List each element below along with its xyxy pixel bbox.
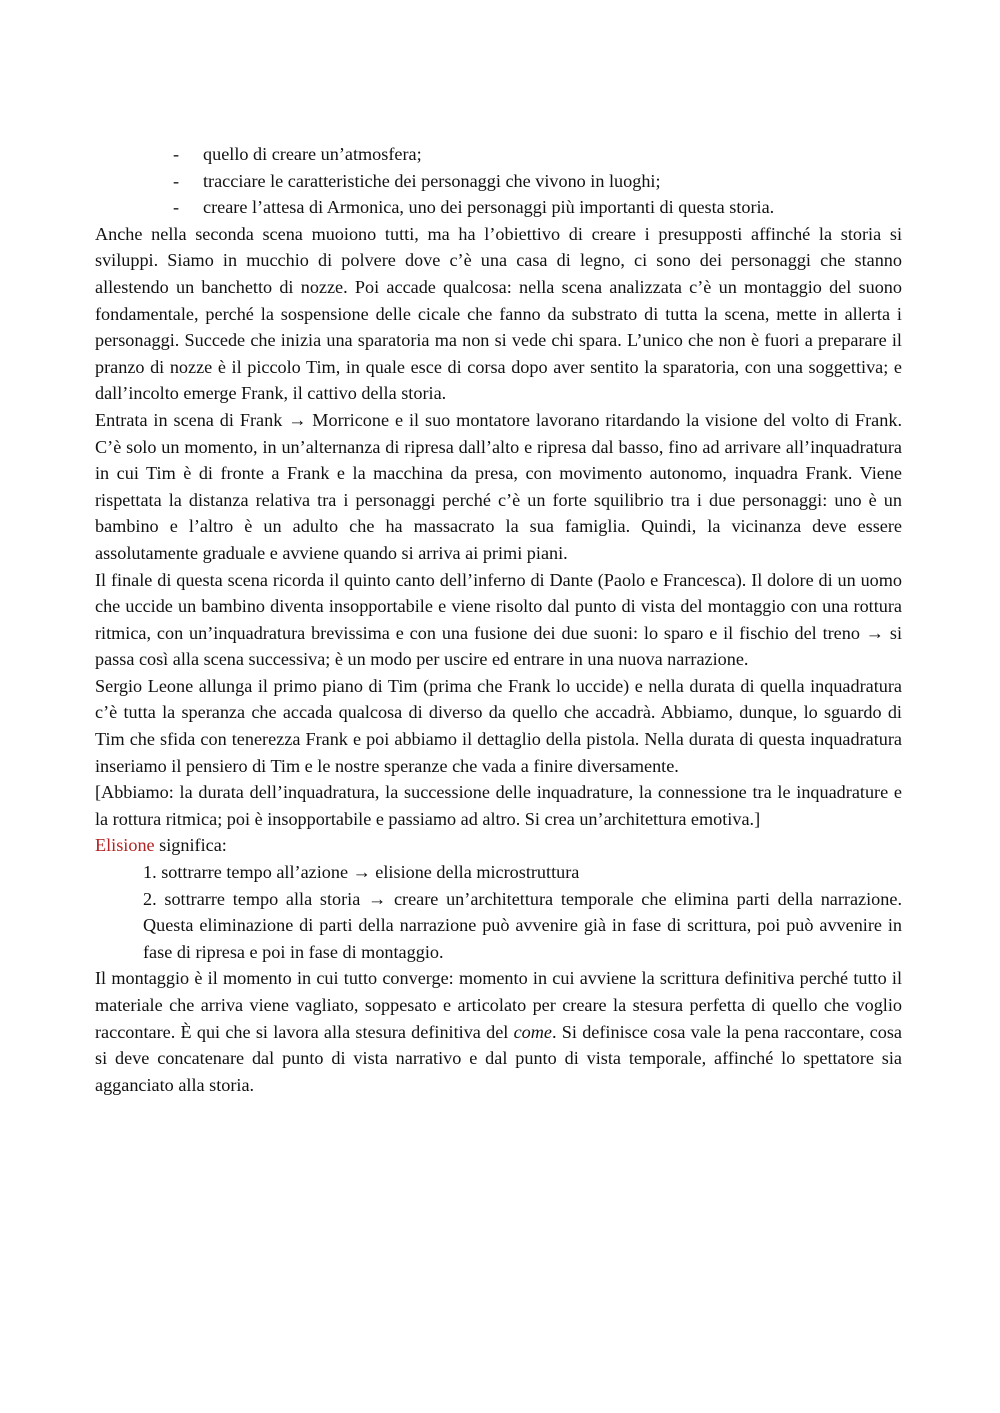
bullet-marker: - <box>173 144 180 164</box>
bullet-list <box>95 141 902 221</box>
montaggio-text-before: Il montaggio è il momento in cui tutto converge: momento in cui avviene la scrittura definitiva perché tutto il materiale che arriva viene vagliato, soppesato e articolato per creare la stesura perfetta di quello che voglio raccontare. È qui che si lavora alla stesura definitiva del <box>95 968 902 1042</box>
paragraph-entrata-frank: Entrata in scena di Frank → Morricone e il suo montatore lavorano ritardando la visione del volto di Frank. C’è solo un momento, in un’alternanza di ripresa dall’alto e ripresa dal basso, fino ad arrivare all’inquadratura in cui Tim è di fronte a Frank e la macchina da presa, con movimento autonomo, inquadra Frank. Viene rispettata la distanza relativa tra i personaggi perché c’è un forte squilibrio tra i due personaggi: uno è un bambino e l’altro è un adulto che ha massacrato la sua famiglia. Quindi, la vicinanza deve essere assolutamente graduale e avviene quando si arriva ai primi piani. <box>95 409 902 563</box>
bullet-text: tracciare le caratteristiche dei personaggi che vivono in luoghi; <box>203 170 661 191</box>
montaggio-text-after: . Si definisce cosa vale la pena raccontare, cosa si deve concatenare dal punto di vista narrativo e dal punto di vista temporale, affinché lo spettatore sia agganciato alla storia. <box>95 1021 902 1095</box>
page-content <box>95 141 902 1098</box>
list-item <box>95 194 902 221</box>
list-item: 1. sottrarre tempo all’azione → elisione della microstruttura <box>143 862 580 883</box>
bullet-marker: - <box>173 170 180 191</box>
paragraph-seconda-scena: Anche nella seconda scena muoiono tutti, ma ha l’obiettivo di creare i presupposti affinché la storia si sviluppi. Siamo in mucchio di polvere dove c’è una casa di legno, ci sono dei personaggi che stanno allestendo un banchetto di nozze. Poi accade qualcosa: nella scena analizzata c’è un montaggio del suono fondamentale, perché la sospensione delle cicale che fanno da substrato di tutta la scena, mette in allerta i personaggi. Succede che inizia una sparatoria ma non si vede chi spara. L’unico che non è fuori a preparare il pranzo di nozze è il piccolo Tim, in quale esce di corsa dopo aver sentito la sparatoria, con una soggettiva; e dall’incolto emerge Frank, il cattivo della storia. <box>95 223 902 404</box>
elisione-term: Elisione <box>95 835 155 856</box>
list-item: 2. sottrarre tempo alla storia → creare un’architettura temporale che elimina parti della narrazione. Questa eliminazione di parti della narrazione può avvenire già in fase di scrittura, poi può avvenire in fase di ripresa e poi in fase di montaggio. <box>143 888 902 962</box>
paragraph-primo-piano-tim: Sergio Leone allunga il primo piano di Tim (prima che Frank lo uccide) e nella durata di quella inquadratura c’è tutta la speranza che accada qualcosa di diverso da quello che accadrà. Abbiamo, dunque, lo sguardo di Tim che sfida con tenerezza Frank e poi abbiamo il dettaglio della pistola. Nella durata di questa inquadratura inseriamo il pensiero di Tim e le nostre speranze che vada a finire diversamente. <box>95 675 902 776</box>
paragraph-montaggio <box>95 965 902 1098</box>
paragraph-finale-scena: Il finale di questa scena ricorda il quinto canto dell’inferno di Dante (Paolo e Francesca). Il dolore di un uomo che uccide un bambino diventa insopportabile e viene risolto dal punto di vista del montaggio con una rottura ritmica, con un’inquadratura brevissima e con una fusione dei due suoni: lo sparo e il fischio del treno → si passa così alla scena successiva; è un modo per uscire ed entrare in una nuova narrazione. <box>95 569 902 670</box>
list-item <box>95 168 902 195</box>
paragraph-bracket-note: [Abbiamo: la durata dell’inquadratura, la successione delle inquadrature, la connessione tra le inquadrature e la rottura ritmica; poi è insopportabile e passiamo ad altro. Si crea un’architettura emotiva.] <box>95 782 902 829</box>
bullet-marker: - <box>173 197 180 218</box>
elisione-rest: significa: <box>154 835 227 856</box>
list-item <box>95 141 902 168</box>
bullet-text: quello di creare un’atmosfera; <box>203 144 422 164</box>
numbered-list <box>95 859 902 965</box>
bullet-text: creare l’attesa di Armonica, uno dei personaggi più importanti di questa storia. <box>203 197 775 218</box>
elisione-heading <box>95 832 902 859</box>
montaggio-italic-word: come <box>513 1021 552 1042</box>
